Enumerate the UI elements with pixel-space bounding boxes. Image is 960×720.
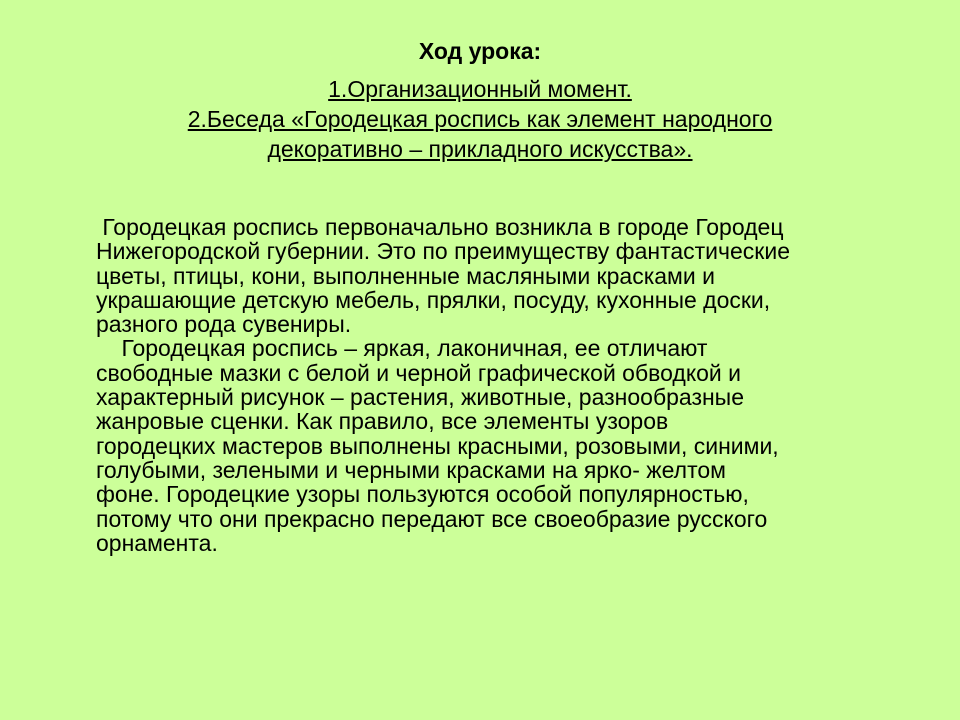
paragraph-line: Нижегородской губернии. Это по преимуществу фантастические [96, 238, 790, 265]
paragraph-line: городецких мастеров выполнены красными, розовыми, синими, [96, 432, 779, 459]
paragraph-line: фоне. Городецкие узоры пользуются особой популярностью, [96, 481, 749, 508]
plan-item-1-text: 1.Организационный момент. [328, 76, 632, 102]
paragraph-line: Городецкая роспись первоначально возникла в городе Городец [96, 214, 784, 240]
lesson-title: Ход урока: [418, 38, 542, 64]
plan-item-2 [80, 104, 880, 134]
paragraph-line: голубыми, зелеными и черными красками на ярко- желтом [96, 456, 726, 483]
paragraph-line: потому что они прекрасно передают все своеобразие русского [96, 505, 768, 532]
paragraph-line: характерный рисунок – растения, животные, разнообразные [96, 384, 745, 411]
plan-item-2-text: 2.Беседа «Городецкая роспись как элемент народного [187, 106, 773, 132]
plan-item-2-continued-text: декоративно – прикладного искусства». [267, 136, 693, 162]
paragraph-line: орнамента. [96, 529, 218, 556]
plan-item-2-continued [80, 134, 880, 164]
plan-item-1 [80, 74, 880, 104]
paragraph-line: цветы, птицы, кони, выполненные масляными красками и [96, 262, 715, 289]
paragraph-line: жанровые сценки. Как правило, все элементы узоров [96, 408, 669, 435]
paragraph-line: украшающие детскую мебель, прялки, посуду, кухонные доски, [96, 286, 771, 313]
lesson-plan [80, 74, 880, 164]
paragraph-line: разного рода сувениры. [96, 311, 352, 338]
paragraph-line: Городецкая роспись – яркая, лаконичная, ее отличают [96, 335, 708, 362]
lesson-body [96, 209, 916, 555]
paragraph-line: свободные мазки с белой и черной графической обводкой и [96, 359, 742, 386]
